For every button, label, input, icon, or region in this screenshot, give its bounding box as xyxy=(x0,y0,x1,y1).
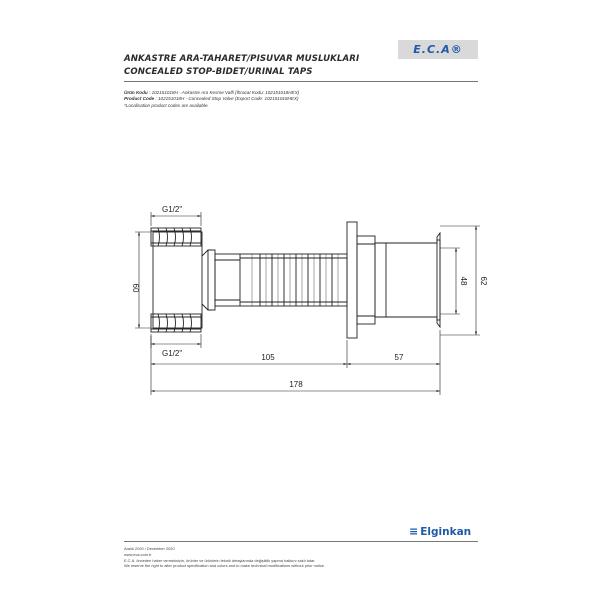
label-thread-top: G1/2" xyxy=(162,205,183,214)
title-english: CONCEALED STOP-BIDET/URINAL TAPS xyxy=(124,66,313,77)
elginkan-mark-icon: ≡ xyxy=(409,525,418,538)
dimension-lines xyxy=(135,212,480,395)
label-height-62: 62 xyxy=(479,276,488,286)
footer-website[interactable]: www.eca.com.tr xyxy=(124,551,152,557)
footer-notice-turkish: E.C.A. önceden haber vermeksizin, ürünler ve ürünlerin teknik detaylarında değişiklik yapma hakkını saklı tutar. xyxy=(124,557,316,563)
top-thread-connection xyxy=(151,228,201,246)
label-length-57: 57 xyxy=(394,353,404,362)
threaded-stem xyxy=(215,254,347,306)
label-thread-bottom: G1/2" xyxy=(162,349,183,358)
valve-outline xyxy=(151,222,440,338)
label-length-105: 105 xyxy=(261,353,275,362)
code-label-turkish: Ürün Kodu xyxy=(124,90,148,95)
footer-date: Aralık 2020 / December 2020 xyxy=(124,546,175,551)
footer-text xyxy=(124,546,325,569)
title-turkish: ANKASTRE ARA-TAHARET/PISUVAR MUSLUKLARI xyxy=(124,54,360,64)
label-length-178: 178 xyxy=(289,380,303,389)
footer-notice-english: We reserve the right to alter product specification and colors and to make technical modifications without prior notice. xyxy=(124,563,326,569)
code-value-english: : 102151018H - Concealed Stop Valve (Export Code: 102151018HEX) xyxy=(155,96,299,102)
body-neck xyxy=(202,250,212,310)
wall-flange xyxy=(347,222,375,338)
eca-logo-text: E.C.A® xyxy=(413,43,463,56)
elginkan-logo xyxy=(409,525,471,538)
code-value-turkish: : 102151018H - Ankastre Ara Kesme Valfi (İhracat Kodu: 102151018HEX) xyxy=(149,90,300,95)
handle-cap xyxy=(375,233,440,327)
localisation-note: *Localisation product codes are available. xyxy=(124,102,209,108)
code-label-english: Product Code xyxy=(124,96,155,102)
label-height-48: 48 xyxy=(459,276,468,286)
footer-divider xyxy=(124,541,478,542)
elginkan-brand-text: Elginkan xyxy=(420,525,472,538)
bottom-thread-connection xyxy=(151,314,201,332)
label-height-60: 60 xyxy=(131,283,140,293)
